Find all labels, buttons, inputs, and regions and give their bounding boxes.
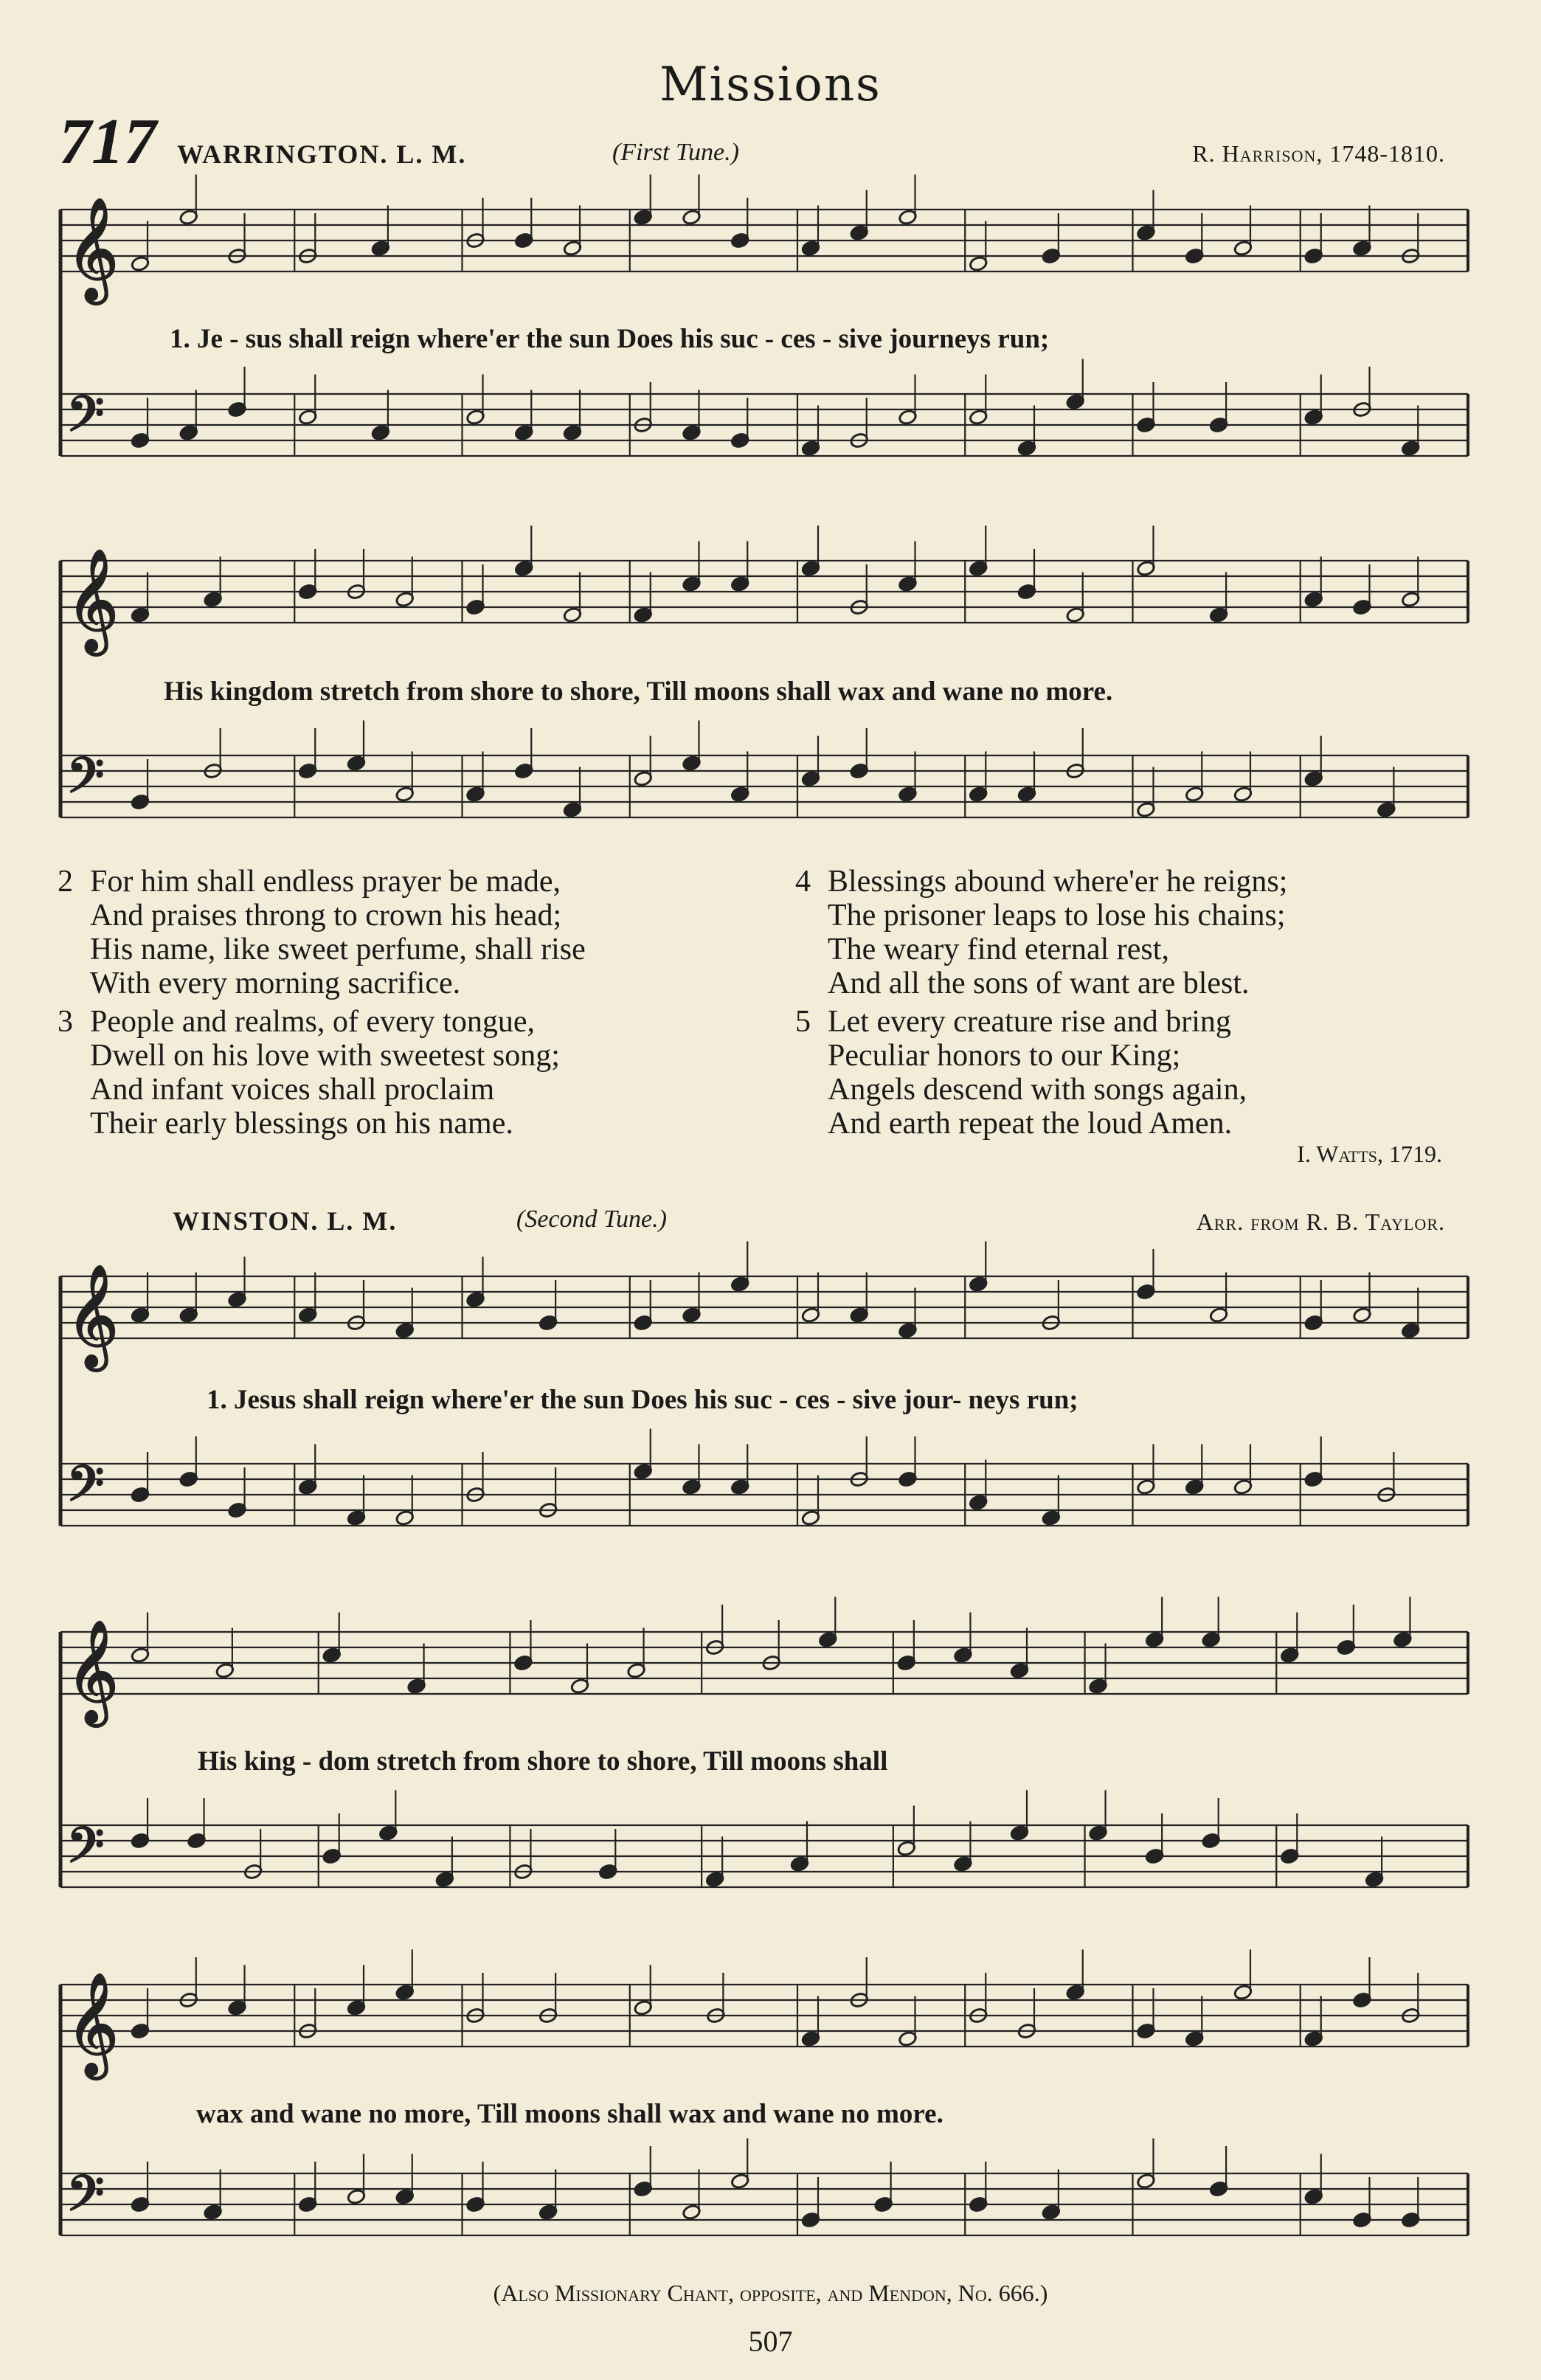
verse-number: 4 (795, 865, 811, 899)
tune2-lyric-line-2: His king - dom stretch from shore to shore, Till moons shall (198, 1746, 888, 1777)
verse-5 (795, 1005, 1287, 1141)
section-title: Missions (659, 58, 882, 112)
hymn-number: 717 (59, 106, 156, 178)
bass-clef-icon: 𝄢 (66, 747, 105, 816)
verse-line: Peculiar honors to our King; (828, 1039, 1181, 1073)
tune1-lyric-line-2: His kingdom stretch from shore to shore, Till moons shall wax and wane no more. (164, 677, 1113, 707)
verse-line: Dwell on his love with sweetest song; (90, 1039, 560, 1073)
verse-line: People and realms, of every tongue, (90, 1005, 535, 1039)
verse-line: And infant voices shall proclaim (90, 1073, 495, 1107)
tune1-name: WARRINGTON. L. M. (177, 139, 467, 169)
bass-clef-icon: 𝄢 (66, 2165, 105, 2234)
verse-line: Angels descend with songs again, (828, 1073, 1247, 1107)
tune2-name: WINSTON. L. M. (173, 1206, 398, 1236)
verse-line: And earth repeat the loud Amen. (828, 1107, 1233, 1141)
verse-line: And praises throng to crown his head; (90, 899, 562, 933)
treble-clef-icon: 𝄞 (66, 1973, 119, 2075)
verse-line: Blessings abound where'er he reigns; (828, 865, 1288, 899)
verse-3 (58, 1005, 586, 1141)
page-number: 507 (748, 2325, 793, 2358)
verse-number: 3 (58, 1005, 73, 1039)
verse-line: With every morning sacrifice. (90, 966, 461, 1000)
treble-clef-icon: 𝄞 (66, 549, 119, 651)
verses-left (58, 865, 586, 1141)
treble-clef-icon: 𝄞 (66, 198, 119, 300)
verse-number: 2 (58, 865, 73, 899)
verse-line: And all the sons of want are blest. (828, 966, 1250, 1000)
tune2-lyric-line-1: 1. Jesus shall reign where'er the sun Does his suc - ces - sive jour- neys run; (207, 1385, 1078, 1415)
verse-4 (795, 865, 1287, 1000)
tune2-note: (Second Tune.) (516, 1205, 667, 1233)
verse-line: The prisoner leaps to lose his chains; (828, 899, 1286, 933)
bass-clef-icon: 𝄢 (66, 1456, 105, 1524)
verse-author: I. Watts, 1719. (1297, 1141, 1442, 1167)
bass-clef-icon: 𝄢 (66, 386, 105, 454)
treble-clef-icon: 𝄞 (66, 1620, 119, 1723)
footer-note: (Also Missionary Chant, opposite, and Mendon, No. 666.) (493, 2280, 1048, 2306)
verse-line: His name, like sweet perfume, shall rise (90, 933, 586, 966)
bass-clef-icon: 𝄢 (66, 1817, 105, 1886)
verse-number: 5 (795, 1005, 811, 1039)
verses-right (795, 865, 1287, 1141)
tune1-lyric-line-1: 1. Je - sus shall reign where'er the sun Does his suc - ces - sive journeys run; (170, 324, 1050, 354)
tune1-composer: R. Harrison, 1748-1810. (1192, 140, 1445, 167)
verse-line: For him shall endless prayer be made, (90, 865, 561, 899)
verse-line: Their early blessings on his name. (90, 1107, 513, 1141)
verse-line: Let every creature rise and bring (828, 1005, 1231, 1039)
verse-line: The weary find eternal rest, (828, 933, 1169, 966)
tune2-composer: Arr. from R. B. Taylor. (1196, 1208, 1445, 1235)
verse-2 (58, 865, 586, 1000)
treble-clef-icon: 𝄞 (66, 1265, 119, 1367)
tune1-note: (First Tune.) (612, 139, 739, 166)
tune2-lyric-line-3: wax and wane no more, Till moons shall wax and wane no more. (196, 2099, 943, 2129)
